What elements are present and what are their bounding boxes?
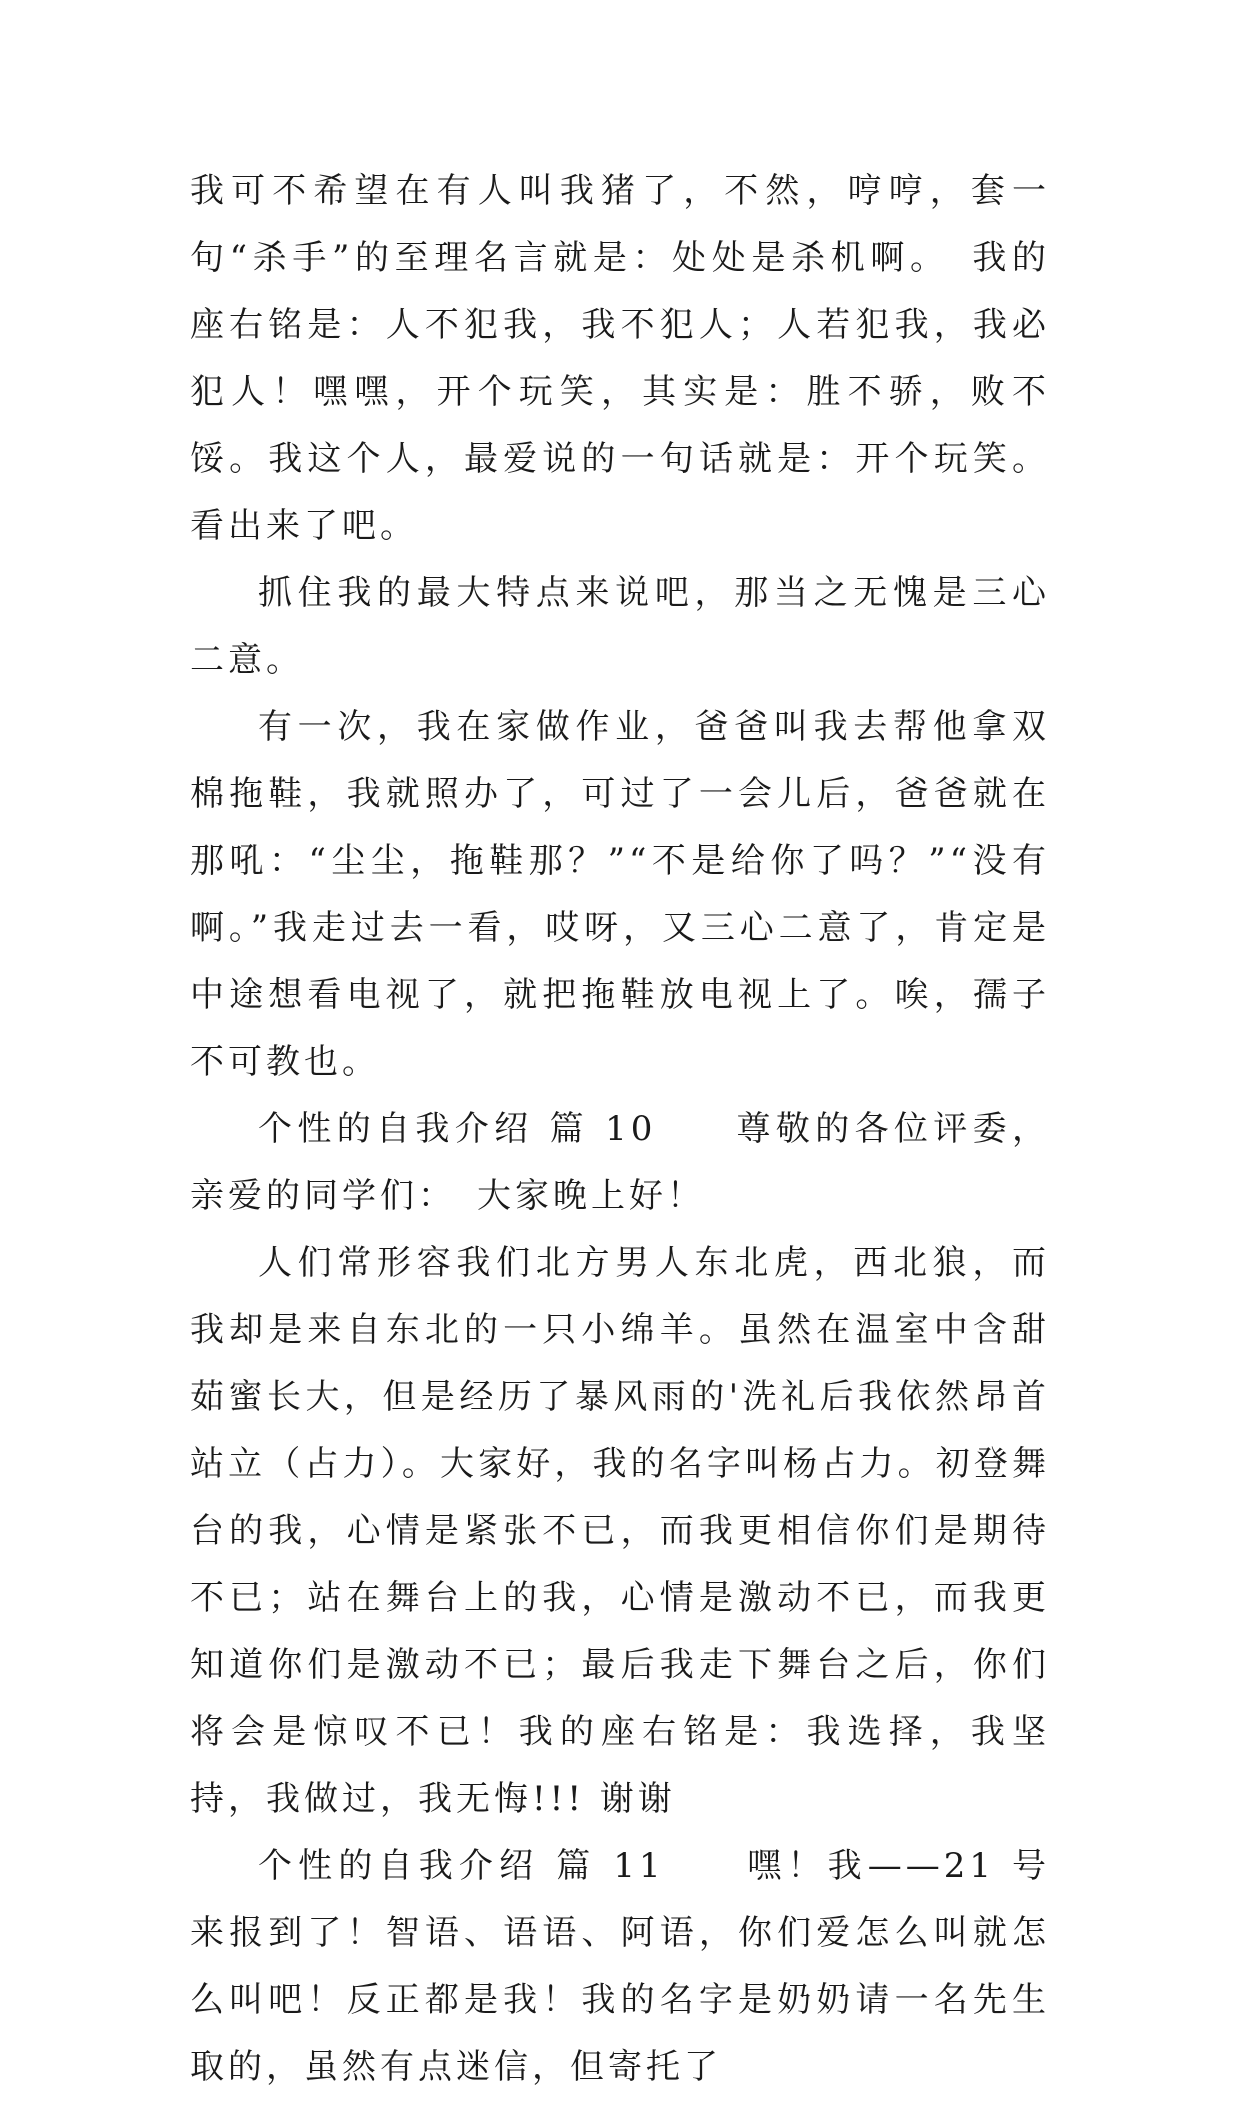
paragraph-3: 有一次，我在家做作业，爸爸叫我去帮他拿双棉拖鞋，我就照办了，可过了一会儿后，爸爸就在那吼：“尘尘，拖鞋那？”“不是给你了吗？”“没有啊。”我走过去一看，哎呀，又三心二意了，肯定是中途想看电视了，就把拖鞋放电视上了。唉，孺子不可教也。 (190, 707, 1050, 1082)
paragraph-2: 抓住我的最大特点来说吧，那当之无愧是三心二意。 (190, 573, 1050, 680)
paragraph-5: 人们常形容我们北方男人东北虎，西北狼，而我却是来自东北的一只小绵羊。虽然在温室中含甜茹蜜长大，但是经历了暴风雨的'洗礼后我依然昂首站立（占力）。大家好，我的名字叫杨占力。初登舞台的我，心情是紧张不已，而我更相信你们是期待不已；站在舞台上的我，心情是激动不已，而我更知道你们是激动不已；最后我走下舞台之后，你们将会是惊叹不已！我的座右铭是：我选择，我坚持，我做过，我无悔!!! 谢谢 (190, 1243, 1050, 1819)
paragraph-4-section-heading: 个性的自我介绍 篇 10 尊敬的各位评委，亲爱的同学们： 大家晚上好！ (190, 1109, 1050, 1216)
paragraph-1: 我可不希望在有人叫我猪了，不然，哼哼，套一句“杀手”的至理名言就是：处处是杀机啊。 我的座右铭是：人不犯我，我不犯人；人若犯我，我必犯人！嘿嘿，开个玩笑，其实是：胜不骄，败不馁。我这个人，最爱说的一句话就是：开个玩笑。看出来了吧。 (190, 171, 1050, 546)
paragraph-6-section-heading: 个性的自我介绍 篇 11 嘿！我——21 号来报到了！智语、语语、阿语，你们爱怎么叫就怎么叫吧！反正都是我！我的名字是奶奶请一名先生取的，虽然有点迷信，但寄托了 (190, 1846, 1050, 2087)
body-text (190, 158, 1050, 2101)
